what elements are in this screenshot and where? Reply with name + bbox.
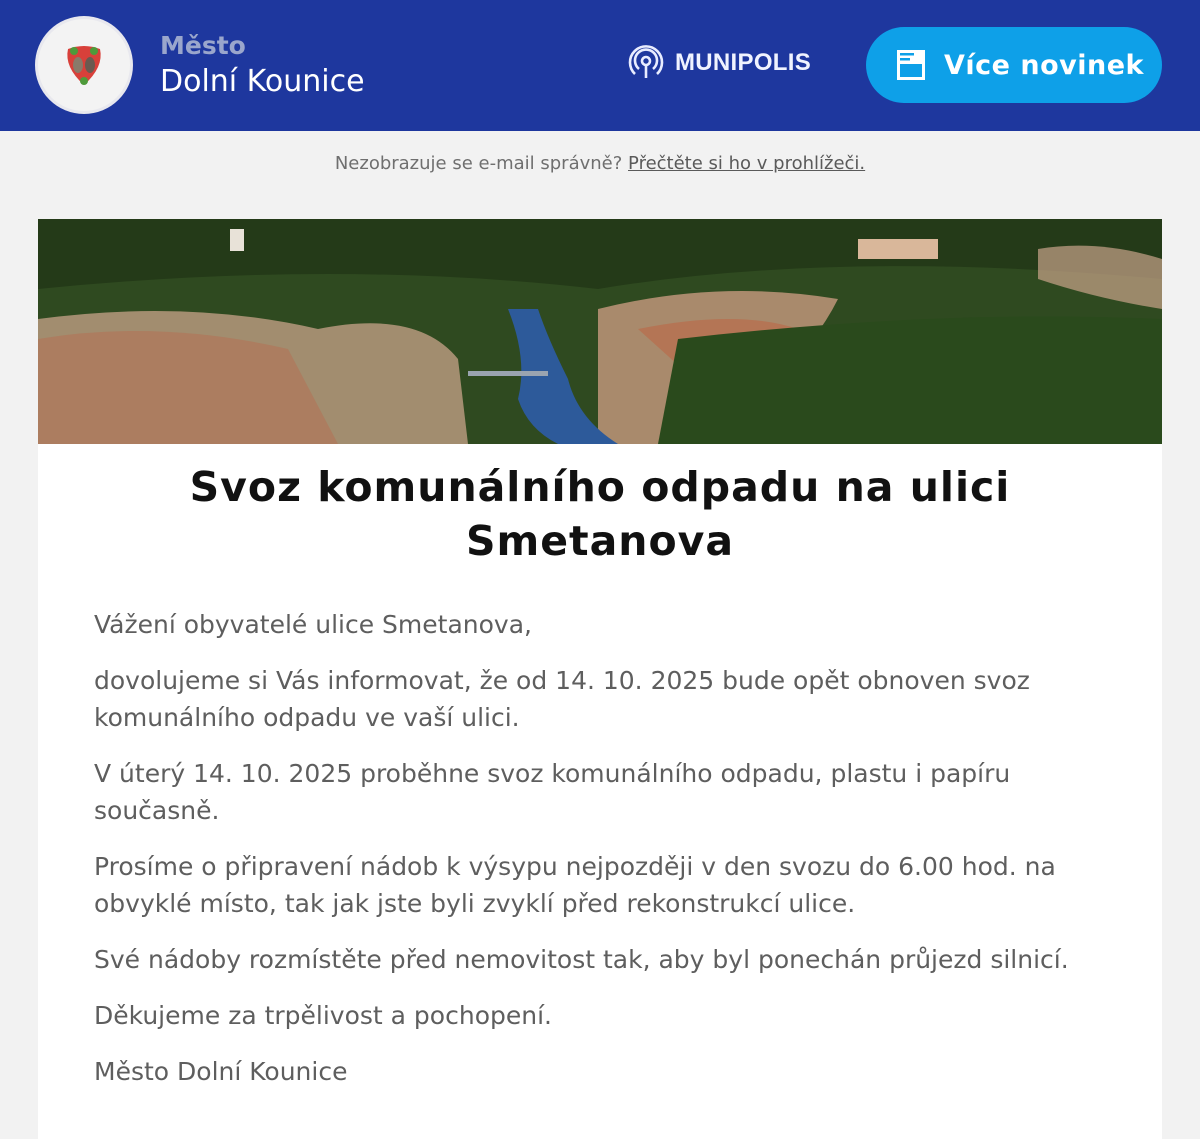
email-header [0, 0, 1200, 131]
article-paragraph: Vážení obyvatelé ulice Smetanova, [94, 610, 532, 639]
view-in-browser-notice [0, 152, 1200, 176]
view-in-browser-link[interactable]: Přečtěte si ho v prohlížeči. [628, 153, 866, 174]
article-paragraph: Prosíme o připravení nádob k výsypu nejpozději v den svozu do 6.00 hod. na obvyklé místo, tak jak jste byli zvyklí před rekonstrukcí ulice. [94, 852, 1056, 918]
newspaper-icon [896, 49, 926, 81]
town-name: Dolní Kounice [160, 64, 365, 99]
notice-text: Nezobrazuje se e-mail správně? [334, 153, 623, 174]
article-title: Svoz komunálního odpadu na ulici Smetanova [189, 463, 1011, 565]
article-paragraph: V úterý 14. 10. 2025 proběhne svoz komunálního odpadu, plastu i papíru současně. [94, 759, 1011, 825]
coat-of-arms-icon [60, 41, 108, 89]
article-body [38, 606, 1162, 1090]
munipolis-brand[interactable] [627, 44, 811, 82]
broadcast-icon [627, 44, 665, 82]
article-paragraph: dovolujeme si Vás informovat, že od 14. 10. 2025 bude opět obnoven svoz komunálního odpadu ve vaší ulici. [94, 666, 1030, 732]
article-paragraph: Děkujeme za trpělivost a pochopení. [94, 1001, 552, 1030]
article-signature: Město Dolní Kounice [94, 1057, 348, 1086]
aerial-town-image [38, 219, 1162, 444]
town-logo[interactable] [38, 19, 130, 111]
hero-image [38, 219, 1162, 444]
more-news-label: Více novinek [944, 49, 1144, 81]
town-prefix: Město [160, 31, 246, 60]
town-name-block [160, 30, 365, 102]
brand-name: MUNIPOLIS [675, 49, 812, 76]
article-card [38, 219, 1162, 1139]
article-paragraph: Své nádoby rozmístěte před nemovitost tak, aby byl ponechán průjezd silnicí. [94, 945, 1069, 974]
more-news-button[interactable] [866, 27, 1162, 103]
